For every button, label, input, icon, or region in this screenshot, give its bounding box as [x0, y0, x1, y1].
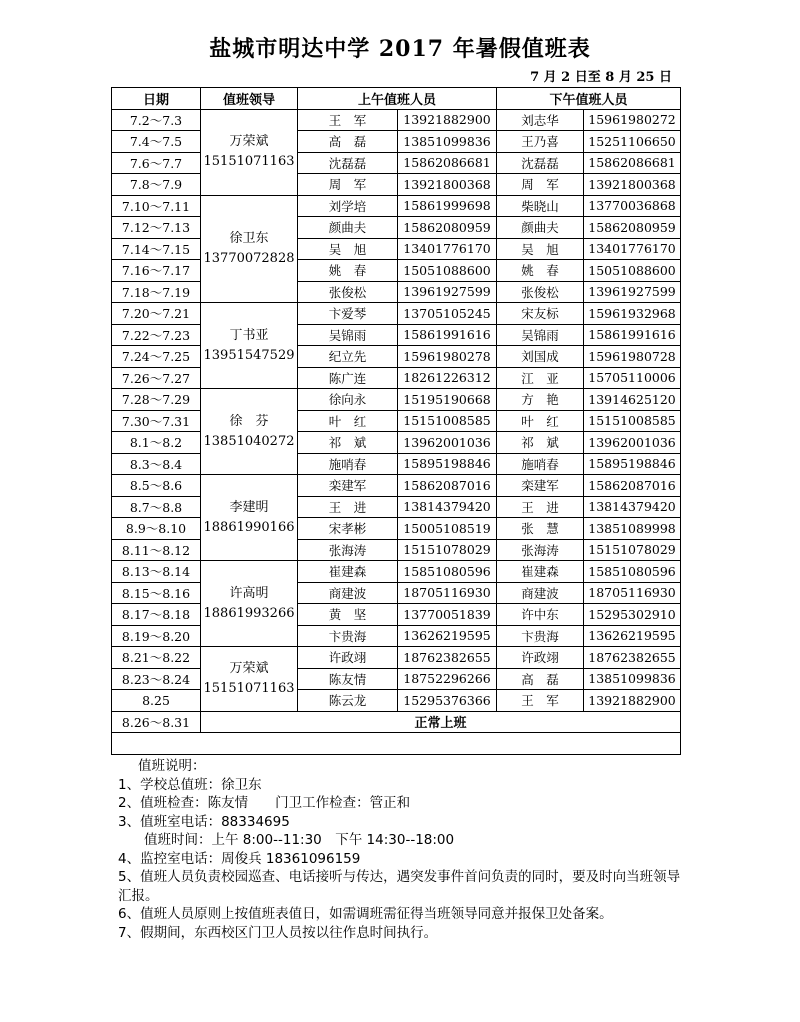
header-afternoon: 下午值班人员 — [497, 88, 681, 110]
am-name-cell: 黄 坚 — [298, 604, 398, 626]
note-item-3-hours: 值班时间：上午 8:00--11:30 下午 14:30--18:00 — [144, 832, 455, 848]
table-row — [112, 195, 681, 217]
leader-phone: 13770072828 — [203, 250, 295, 266]
am-phone-cell: 13961927599 — [398, 281, 497, 303]
date-cell: 7.10～7.11 — [112, 195, 201, 217]
am-phone-cell: 13921800368 — [398, 174, 497, 196]
date-cell: 8.9～8.10 — [112, 518, 201, 540]
pm-phone-cell: 13921800368 — [584, 174, 681, 196]
am-name-cell: 陈广连 — [298, 367, 398, 389]
date-range: 7 月 2 日至 8 月 25 日 — [530, 70, 672, 85]
table-row — [112, 346, 681, 368]
am-name-cell: 宋孝彬 — [298, 518, 398, 540]
leader-name: 许高明 — [229, 585, 269, 601]
pm-phone-cell: 13814379420 — [584, 496, 681, 518]
pm-name-cell: 吴 旭 — [497, 238, 584, 260]
table-row — [112, 131, 681, 153]
pm-name-cell: 张海涛 — [497, 539, 584, 561]
pm-phone-cell: 18705116930 — [584, 582, 681, 604]
pm-name-cell: 沈磊磊 — [497, 152, 584, 174]
notes-heading: 值班说明： — [138, 758, 206, 774]
table-row — [112, 260, 681, 282]
date-cell: 7.18～7.19 — [112, 281, 201, 303]
leader-cell — [201, 389, 298, 475]
note-item-5: 5、值班人员负责校园巡查、电话接听与传达，遇突发事件首问负责的同时，要及时向当班领导汇报。 — [118, 869, 681, 904]
table-row — [112, 152, 681, 174]
am-phone-cell: 13814379420 — [398, 496, 497, 518]
am-phone-cell: 15861991616 — [398, 324, 497, 346]
pm-name-cell: 叶 红 — [497, 410, 584, 432]
pm-phone-cell: 15151008585 — [584, 410, 681, 432]
date-cell: 8.26～8.31 — [112, 711, 201, 733]
pm-name-cell: 张 慧 — [497, 518, 584, 540]
leader-cell — [201, 303, 298, 389]
table-row — [112, 432, 681, 454]
table-row — [112, 389, 681, 411]
pm-phone-cell: 15861991616 — [584, 324, 681, 346]
table-row — [112, 410, 681, 432]
am-phone-cell: 18705116930 — [398, 582, 497, 604]
am-name-cell: 卞爱琴 — [298, 303, 398, 325]
leader-name: 万荣斌 — [229, 134, 269, 149]
am-phone-cell: 15862086681 — [398, 152, 497, 174]
table-row — [112, 238, 681, 260]
leader-phone: 13851040272 — [203, 433, 295, 449]
table-row — [112, 324, 681, 346]
am-name-cell: 徐向永 — [298, 389, 398, 411]
pm-name-cell: 商建波 — [497, 582, 584, 604]
am-name-cell: 沈磊磊 — [298, 152, 398, 174]
duty-table — [111, 87, 681, 755]
am-phone-cell: 15862080959 — [398, 217, 497, 239]
date-cell: 8.11～8.12 — [112, 539, 201, 561]
pm-name-cell: 祁 斌 — [497, 432, 584, 454]
table-row — [112, 496, 681, 518]
empty-row — [112, 733, 681, 755]
pm-name-cell: 刘志华 — [497, 109, 584, 131]
am-name-cell: 陈友情 — [298, 668, 398, 690]
duty-notes — [118, 757, 688, 942]
leader-cell — [201, 475, 298, 561]
am-phone-cell: 18261226312 — [398, 367, 497, 389]
am-phone-cell: 13962001036 — [398, 432, 497, 454]
table-row — [112, 367, 681, 389]
table-row — [112, 217, 681, 239]
pm-name-cell: 高 磊 — [497, 668, 584, 690]
pm-phone-cell: 15295302910 — [584, 604, 681, 626]
pm-name-cell: 许中东 — [497, 604, 584, 626]
leader-cell — [201, 647, 298, 712]
date-cell: 7.22～7.23 — [112, 324, 201, 346]
pm-phone-cell: 13961927599 — [584, 281, 681, 303]
am-phone-cell: 13921882900 — [398, 109, 497, 131]
pm-name-cell: 施哨春 — [497, 453, 584, 475]
pm-phone-cell: 15862080959 — [584, 217, 681, 239]
date-cell: 7.26～7.27 — [112, 367, 201, 389]
pm-phone-cell: 15705110006 — [584, 367, 681, 389]
pm-phone-cell: 13770036868 — [584, 195, 681, 217]
pm-name-cell: 栾建军 — [497, 475, 584, 497]
pm-phone-cell: 13921882900 — [584, 690, 681, 712]
am-phone-cell: 18762382655 — [398, 647, 497, 669]
date-cell: 7.20～7.21 — [112, 303, 201, 325]
am-phone-cell: 18752296266 — [398, 668, 497, 690]
leader-phone: 13951547529 — [203, 347, 295, 363]
am-name-cell: 姚 春 — [298, 260, 398, 282]
note-item-6: 6、值班人员原则上按值班表值日，如需调班需征得当班领导同意并报保卫处备案。 — [118, 906, 613, 922]
pm-phone-cell: 13401776170 — [584, 238, 681, 260]
date-cell: 8.7～8.8 — [112, 496, 201, 518]
pm-name-cell: 柴晓山 — [497, 195, 584, 217]
pm-name-cell: 江 亚 — [497, 367, 584, 389]
am-name-cell: 刘学培 — [298, 195, 398, 217]
leader-name: 丁书亚 — [229, 327, 269, 343]
page-title: 盐城市明达中学 2017 年暑假值班表 — [209, 36, 591, 62]
date-cell: 8.23～8.24 — [112, 668, 201, 690]
am-phone-cell: 15961980278 — [398, 346, 497, 368]
pm-name-cell: 宋友标 — [497, 303, 584, 325]
pm-phone-cell: 15862086681 — [584, 152, 681, 174]
leader-phone: 15151071163 — [203, 680, 295, 696]
pm-name-cell: 王乃喜 — [497, 131, 584, 153]
date-cell: 8.25 — [112, 690, 201, 712]
pm-name-cell: 周 军 — [497, 174, 584, 196]
am-name-cell: 张海涛 — [298, 539, 398, 561]
pm-name-cell: 崔建森 — [497, 561, 584, 583]
leader-phone: 15151071163 — [203, 154, 295, 169]
pm-phone-cell: 15862087016 — [584, 475, 681, 497]
am-phone-cell: 15005108519 — [398, 518, 497, 540]
leader-name: 徐卫东 — [229, 230, 269, 246]
leader-cell — [201, 195, 298, 303]
table-row — [112, 109, 681, 131]
am-phone-cell: 15895198846 — [398, 453, 497, 475]
note-item-2: 2、值班检查：陈友情 门卫工作检查：管正和 — [118, 795, 411, 811]
pm-phone-cell: 15051088600 — [584, 260, 681, 282]
pm-phone-cell: 13914625120 — [584, 389, 681, 411]
am-phone-cell: 15151008585 — [398, 410, 497, 432]
pm-name-cell: 张俊松 — [497, 281, 584, 303]
leader-cell — [201, 561, 298, 647]
header-leader: 值班领导 — [201, 88, 298, 110]
header-morning: 上午值班人员 — [298, 88, 497, 110]
date-cell: 8.13～8.14 — [112, 561, 201, 583]
table-row — [112, 647, 681, 669]
am-name-cell: 叶 红 — [298, 410, 398, 432]
am-phone-cell: 15295376366 — [398, 690, 497, 712]
note-item-1: 1、学校总值班：徐卫东 — [118, 776, 262, 793]
date-cell: 7.8～7.9 — [112, 174, 201, 196]
date-cell: 7.6～7.7 — [112, 152, 201, 174]
pm-phone-cell: 15895198846 — [584, 453, 681, 475]
am-name-cell: 施哨春 — [298, 453, 398, 475]
leader-name: 万荣斌 — [229, 660, 269, 676]
note-item-7: 7、假期间，东西校区门卫人员按以往作息时间执行。 — [118, 924, 438, 941]
table-row — [112, 690, 681, 712]
pm-phone-cell: 15961932968 — [584, 303, 681, 325]
am-phone-cell: 15861999698 — [398, 195, 497, 217]
table-row — [112, 518, 681, 540]
date-cell: 8.5～8.6 — [112, 475, 201, 497]
am-name-cell: 许政翊 — [298, 647, 398, 669]
date-cell: 7.14～7.15 — [112, 238, 201, 260]
date-cell: 8.1～8.2 — [112, 432, 201, 454]
pm-name-cell: 颜曲夫 — [497, 217, 584, 239]
pm-name-cell: 姚 春 — [497, 260, 584, 282]
am-name-cell: 王 进 — [298, 496, 398, 518]
am-phone-cell: 15151078029 — [398, 539, 497, 561]
table-row — [112, 582, 681, 604]
pm-name-cell: 王 军 — [497, 690, 584, 712]
table-header-row — [112, 88, 681, 110]
date-cell: 8.3～8.4 — [112, 453, 201, 475]
am-name-cell: 陈云龙 — [298, 690, 398, 712]
am-name-cell: 高 磊 — [298, 131, 398, 153]
pm-phone-cell: 18762382655 — [584, 647, 681, 669]
empty-cell — [112, 733, 681, 755]
date-cell: 8.21～8.22 — [112, 647, 201, 669]
normal-work-cell: 正常上班 — [201, 711, 681, 733]
table-row — [112, 668, 681, 690]
table-row — [112, 453, 681, 475]
table-row — [112, 303, 681, 325]
pm-phone-cell: 15961980728 — [584, 346, 681, 368]
pm-phone-cell: 15251106650 — [584, 131, 681, 153]
am-phone-cell: 13851099836 — [398, 131, 497, 153]
note-item-3: 3、值班室电话：88334695 — [118, 813, 290, 830]
date-cell: 7.16～7.17 — [112, 260, 201, 282]
leader-cell — [201, 109, 298, 195]
pm-phone-cell: 15961980272 — [584, 109, 681, 131]
pm-name-cell: 卞贵海 — [497, 625, 584, 647]
header-date: 日期 — [112, 88, 201, 110]
am-name-cell: 卞贵海 — [298, 625, 398, 647]
pm-name-cell: 方 艳 — [497, 389, 584, 411]
table-row — [112, 711, 681, 733]
am-name-cell: 吴锦雨 — [298, 324, 398, 346]
am-name-cell: 颜曲夫 — [298, 217, 398, 239]
date-cell: 8.19～8.20 — [112, 625, 201, 647]
table-row — [112, 604, 681, 626]
am-name-cell: 祁 斌 — [298, 432, 398, 454]
am-name-cell: 张俊松 — [298, 281, 398, 303]
am-phone-cell: 15862087016 — [398, 475, 497, 497]
table-row — [112, 561, 681, 583]
note-item-4: 4、监控室电话：周俊兵 18361096159 — [118, 850, 361, 867]
am-name-cell: 王 军 — [298, 109, 398, 131]
am-phone-cell: 15051088600 — [398, 260, 497, 282]
date-cell: 7.30～7.31 — [112, 410, 201, 432]
pm-phone-cell: 13851089998 — [584, 518, 681, 540]
am-name-cell: 周 军 — [298, 174, 398, 196]
table-row — [112, 475, 681, 497]
pm-name-cell: 刘国成 — [497, 346, 584, 368]
pm-name-cell: 吴锦雨 — [497, 324, 584, 346]
date-cell: 7.28～7.29 — [112, 389, 201, 411]
am-phone-cell: 13401776170 — [398, 238, 497, 260]
leader-phone: 18861993266 — [203, 605, 295, 621]
date-cell: 7.12～7.13 — [112, 217, 201, 239]
am-phone-cell: 13770051839 — [398, 604, 497, 626]
pm-phone-cell: 13626219595 — [584, 625, 681, 647]
date-cell: 8.17～8.18 — [112, 604, 201, 626]
date-cell: 7.2～7.3 — [112, 109, 201, 131]
date-cell: 7.24～7.25 — [112, 346, 201, 368]
pm-phone-cell: 13851099836 — [584, 668, 681, 690]
leader-phone: 18861990166 — [203, 519, 295, 535]
leader-name: 徐 芬 — [229, 413, 269, 429]
am-phone-cell: 13626219595 — [398, 625, 497, 647]
am-name-cell: 吴 旭 — [298, 238, 398, 260]
leader-name: 李建明 — [229, 499, 269, 515]
table-row — [112, 281, 681, 303]
duty-table-body — [112, 109, 681, 754]
table-row — [112, 174, 681, 196]
am-name-cell: 栾建军 — [298, 475, 398, 497]
am-name-cell: 纪立先 — [298, 346, 398, 368]
am-phone-cell: 15851080596 — [398, 561, 497, 583]
pm-phone-cell: 15851080596 — [584, 561, 681, 583]
date-cell: 7.4～7.5 — [112, 131, 201, 153]
pm-phone-cell: 15151078029 — [584, 539, 681, 561]
am-phone-cell: 15195190668 — [398, 389, 497, 411]
date-cell: 8.15～8.16 — [112, 582, 201, 604]
table-row — [112, 539, 681, 561]
pm-phone-cell: 13962001036 — [584, 432, 681, 454]
am-name-cell: 崔建森 — [298, 561, 398, 583]
pm-name-cell: 许政翊 — [497, 647, 584, 669]
am-name-cell: 商建波 — [298, 582, 398, 604]
am-phone-cell: 13705105245 — [398, 303, 497, 325]
table-row — [112, 625, 681, 647]
pm-name-cell: 王 进 — [497, 496, 584, 518]
